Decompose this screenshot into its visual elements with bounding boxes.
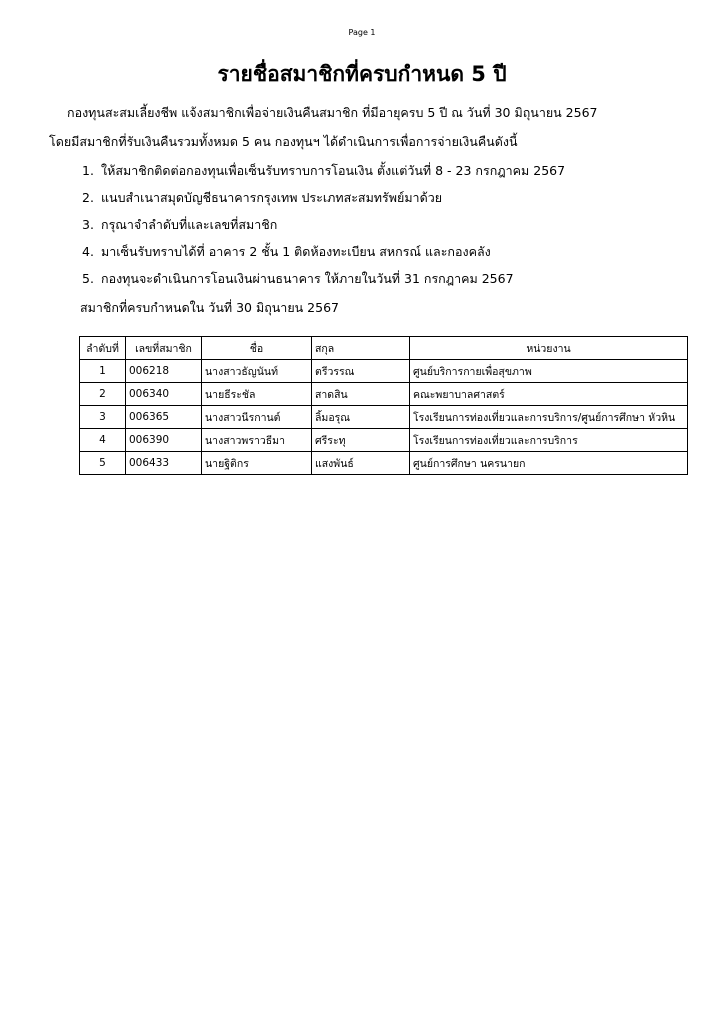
- header-no: ลำดับที่: [80, 337, 126, 360]
- step-text: แนบสำเนาสมุดบัญชีธนาคารกรุงเทพ ประเภทสะสมทรัพย์มาด้วย: [101, 190, 443, 205]
- procedure-steps-list: [82, 161, 565, 296]
- cell-name: นางสาวนีรกานต์: [202, 406, 312, 429]
- cell-member-id: 006340: [126, 383, 202, 406]
- table-row: [80, 360, 688, 383]
- cell-member-id: 006218: [126, 360, 202, 383]
- cell-no: 1: [80, 360, 126, 383]
- intro-paragraph-line-1: กองทุนสะสมเลี้ยงชีพ แจ้งสมาชิกเพื่อจ่ายเงินคืนสมาชิก ที่มีอายุครบ 5 ปี ณ วันที่ 30 มิถุนายน 2567: [67, 105, 598, 120]
- cell-name: นางสาวพราวธีมา: [202, 429, 312, 452]
- cell-no: 5: [80, 452, 126, 475]
- step-number: 4.: [82, 244, 94, 259]
- cell-unit: ศูนย์การศึกษา นครนายก: [410, 452, 688, 475]
- cell-unit: โรงเรียนการท่องเที่ยวและการบริการ/ศูนย์การศึกษา หัวหิน: [410, 406, 688, 429]
- table-row: [80, 406, 688, 429]
- cell-unit: คณะพยาบาลศาสตร์: [410, 383, 688, 406]
- cell-no: 3: [80, 406, 126, 429]
- step-text: กรุณาจำลำดับที่และเลขที่สมาชิก: [101, 217, 278, 232]
- cell-surname: ศรีระทุ: [312, 429, 410, 452]
- members-table: [79, 336, 688, 475]
- procedure-step: [82, 269, 565, 296]
- cell-surname: ตรีวรรณ: [312, 360, 410, 383]
- step-number: 2.: [82, 190, 94, 205]
- cell-no: 2: [80, 383, 126, 406]
- page-number-label: Page 1: [348, 28, 376, 37]
- document-title: รายชื่อสมาชิกที่ครบกำหนด 5 ปี: [217, 62, 507, 86]
- table-row: [80, 452, 688, 475]
- procedure-step: [82, 242, 565, 269]
- step-text: กองทุนจะดำเนินการโอนเงินผ่านธนาคาร ให้ภายในวันที่ 31 กรกฎาคม 2567: [101, 271, 514, 286]
- table-row: [80, 429, 688, 452]
- cell-member-id: 006433: [126, 452, 202, 475]
- table-row: [80, 383, 688, 406]
- step-number: 1.: [82, 163, 94, 178]
- header-member-id: เลขที่สมาชิก: [126, 337, 202, 360]
- intro-paragraph-line-2: โดยมีสมาชิกที่รับเงินคืนรวมทั้งหมด 5 คน กองทุนฯ ได้ดำเนินการเพื่อการจ่ายเงินคืนดังนี้: [49, 134, 518, 149]
- cell-surname: แสงพันธ์: [312, 452, 410, 475]
- cell-unit: ศูนย์บริการกายเพื่อสุขภาพ: [410, 360, 688, 383]
- procedure-step: [82, 215, 565, 242]
- cell-surname: ลิ้มอรุณ: [312, 406, 410, 429]
- cell-name: นายธีระชัล: [202, 383, 312, 406]
- step-text: มาเซ็นรับทราบได้ที่ อาคาร 2 ชั้น 1 ติดห้องทะเบียน สหกรณ์ และกองคลัง: [101, 244, 491, 259]
- due-date-line: สมาชิกที่ครบกำหนดใน วันที่ 30 มิถุนายน 2567: [80, 300, 339, 315]
- procedure-step: [82, 161, 565, 188]
- cell-surname: สาดสิน: [312, 383, 410, 406]
- cell-unit: โรงเรียนการท่องเที่ยวและการบริการ: [410, 429, 688, 452]
- cell-no: 4: [80, 429, 126, 452]
- header-surname: สกุล: [312, 337, 410, 360]
- cell-name: นางสาวธัญนันท์: [202, 360, 312, 383]
- step-text: ให้สมาชิกติดต่อกองทุนเพื่อเซ็นรับทราบการโอนเงิน ตั้งแต่วันที่ 8 - 23 กรกฎาคม 2567: [101, 163, 566, 178]
- table-header-row: [80, 337, 688, 360]
- cell-member-id: 006390: [126, 429, 202, 452]
- step-number: 5.: [82, 271, 94, 286]
- step-number: 3.: [82, 217, 94, 232]
- cell-name: นายฐิติกร: [202, 452, 312, 475]
- header-name: ชื่อ: [202, 337, 312, 360]
- cell-member-id: 006365: [126, 406, 202, 429]
- procedure-step: [82, 188, 565, 215]
- header-unit: หน่วยงาน: [410, 337, 688, 360]
